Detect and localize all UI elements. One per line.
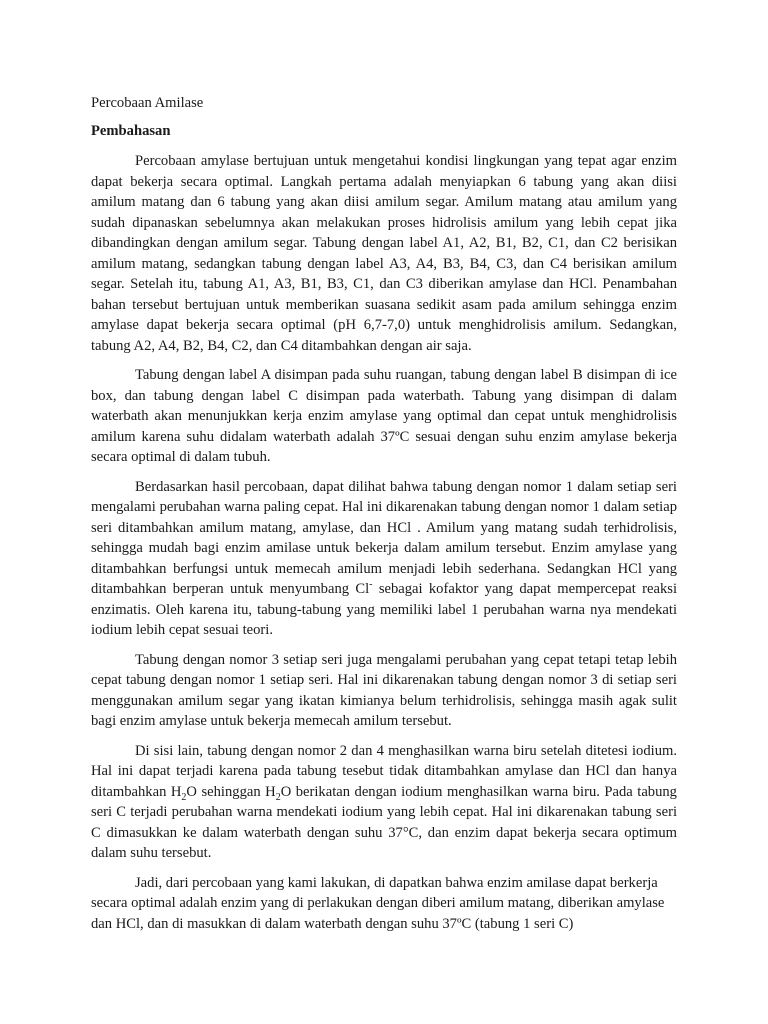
paragraph-results-text-1: Berdasarkan hasil percobaan, dapat dilihat bahwa tabung dengan nomor 1 dalam setiap seri mengalami perubahan warna paling cepat. Hal ini dikarenakan tabung dengan nomor 1 dalam setiap seri ditambahkan amilum matang, amylase, dan HCl . Amilum yang matang sudah terhidrolisis, sehingga mudah bagi enzim amilase untuk bekerja dalam amilum tersebut. Enzim amylase yang ditambahkan berfungsi untuk memecah amilum menjadi lebih sederhana. Sedangkan HCl yang ditambahkan berperan untuk menyumbang Cl [91, 478, 677, 597]
paragraph-tube-2-4-text-2: O sehinggan H [186, 783, 276, 800]
paragraph-intro: Percobaan amylase bertujuan untuk mengetahui kondisi lingkungan yang tepat agar enzim dapat bekerja secara optimal. Langkah pertama adalah menyiapkan 6 tabung yang akan diisi amilum matang dan 6 tabung yang akan diisi amilum segar. Amilum matang atau amilum yang sudah dipanaskan sebelumnya akan melakukan proses hidrolisis amilum yang lebih cepat jika dibandingkan dengan amilum segar. Tabung dengan label A1, A2, B1, B2, C1, dan C2 berisikan amilum matang, sedangkan tabung dengan label A3, A4, B3, B4, C3, dan C4 berisikan amilum segar. Setelah itu, tabung A1, A3, B1, B3, C1, dan C3 diberikan amylase dan HCl. Penambahan bahan tersebut bertujuan untuk memberikan suasana sedikit asam pada amilum sehingga enzim amylase dapat bekerja secara optimal (pH 6,7-7,0) untuk menghidrolisis amilum. Sedangkan, tabung A2, A4, B2, B4, C2, dan C4 ditambahkan dengan air saja. [91, 153, 677, 354]
water-subscript-1: 2 [181, 791, 187, 803]
chloride-superscript: - [369, 579, 373, 591]
water-subscript-2: 2 [275, 791, 281, 803]
paragraph-tube-2-4 [91, 741, 677, 864]
body-text [91, 151, 677, 943]
paragraph-tube-2-4-text-3: O berikatan dengan iodium menghasilkan warna biru. Pada tabung seri C terjadi perubahan warna mendekati iodium yang lebih cepat. Hal ini dikarenakan tabung seri C dimasukkan ke dalam waterbath dengan suhu 37°C, dan enzim dapat bekerja secara optimum dalam suhu tersebut. [91, 783, 677, 861]
paragraph-tube-2-4-text-1: Di sisi lain, tabung dengan nomor 2 dan 4 menghasilkan warna biru setelah ditetesi iodium. Hal ini dapat terjadi karena pada tabung tesebut tidak ditambahkan amylase dan HCl dan hanya ditambahkan H [91, 742, 677, 800]
document-title: Percobaan Amilase [91, 95, 204, 111]
paragraph-tube-3: Tabung dengan nomor 3 setiap seri juga mengalami perubahan yang cepat tetapi tetap lebih cepat tabung dengan nomor 1 setiap seri. Hal ini dikarenakan tabung dengan nomor 3 di setiap seri menggunakan amilum segar yang ikatan kimianya belum terhidrolisis, sehingga masih agak sulit bagi enzim amylase untuk bekerja memecah amilum tersebut. [91, 651, 677, 729]
paragraph-conclusion: Jadi, dari percobaan yang kami lakukan, di dapatkan bahwa enzim amilase dapat berkerja secara optimal adalah enzim yang di perlakukan dengan diberi amilum matang, diberikan amylase dan HCl, dan di masukkan di dalam waterbath dengan suhu 37ºC (tabung 1 seri C) [91, 874, 665, 932]
paragraph-storage: Tabung dengan label A disimpan pada suhu ruangan, tabung dengan label B disimpan di ice box, dan tabung dengan label C disimpan pada waterbath. Tabung yang disimpan di dalam waterbath akan menunjukkan kerja enzim amylase yang optimal dan cepat untuk menghidrolisis amilum karena suhu didalam waterbath adalah 37ºC sesuai dengan suhu enzim amylase bekerja secara optimal di dalam tubuh. [91, 367, 677, 465]
paragraph-results [91, 477, 677, 641]
section-heading: Pembahasan [91, 123, 171, 139]
paragraph-results-text-2: sebagai kofaktor yang dapat mempercepat reaksi enzimatis. Oleh karena itu, tabung-tabung yang memiliki label 1 perubahan warna nya mendekati iodium lebih cepat sesuai teori. [91, 581, 677, 638]
